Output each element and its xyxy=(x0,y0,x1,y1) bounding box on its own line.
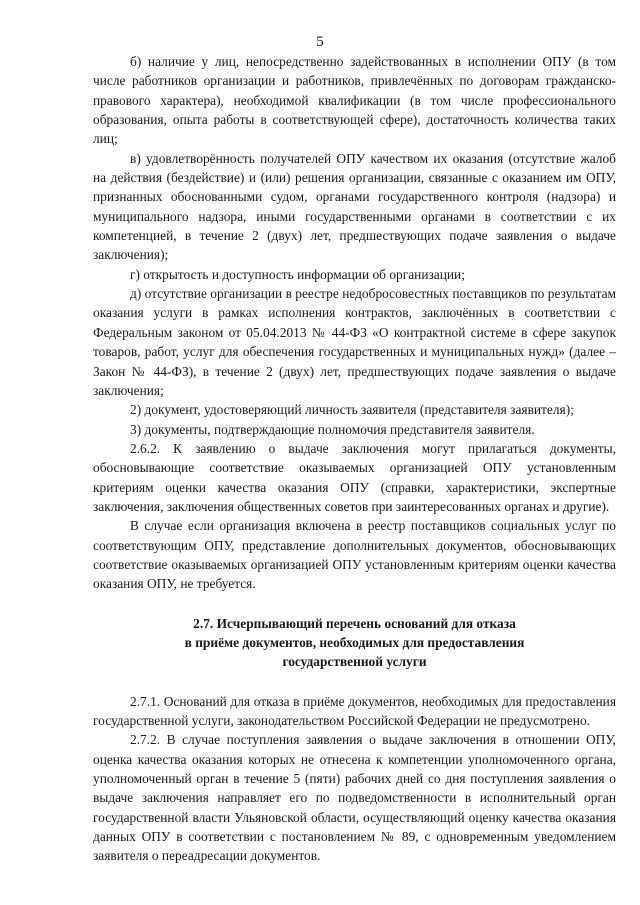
page-number: 5 xyxy=(316,34,324,50)
heading-line-3: государственной услуги xyxy=(282,654,427,670)
paragraph-v: в) удовлетворённость получателей ОПУ качеством их оказания (отсутствие жалоб на действия (бездействие) и (или) решения организации, связанные с оказанием им ОПУ, признанных обоснованными судом, органами государственного контроля (надзора) и муниципального надзора, иными государственными органами в соответствии с их компетенцией, в течение 2 (двух) лет, предшествующих подаче заявления о выдаче заключения); xyxy=(93,150,616,263)
heading-line-1: 2.7. Исчерпывающий перечень оснований для отказа xyxy=(193,615,516,631)
paragraph-2-6-2: 2.6.2. К заявлению о выдаче заключения могут прилагаться документы, обосновывающие соответствие оказываемых организацией ОПУ установленным критериям оценки качества оказания ОПУ (справки, характеристики, экспертные заключения, заключения общественных советов при заинтересованных органах и другие). xyxy=(93,440,616,514)
paragraph-2-7-2: 2.7.2. В случае поступления заявления о выдаче заключения в отношении ОПУ, оценка качества оказания которых не отнесена к компетенции уполномоченного органа, уполномоченный орган в течение 5 (пяти) рабочих дней со дня поступления заявления о выдаче заключения направляет его по подведомственности в исполнительный орган государственной власти Ульяновской области, осуществляющий оценку качества оказания данных ОПУ в соответствии с постановлением № 89, с одновременным уведомлением заявителя о переадресации документов. xyxy=(93,732,616,864)
document-body xyxy=(93,52,616,866)
heading-line-2: в приёме документов, необходимых для предоставления xyxy=(184,634,525,650)
paragraph-3: 3) документы, подтверждающие полномочия представителя заявителя. xyxy=(130,421,535,437)
paragraph-b: б) наличие у лиц, непосредственно задействованных в исполнении ОПУ (в том числе работников организации и работников, привлечённых по договорам гражданско-правового характера), необходимой квалификации (в том числе профессионального образования, опыта работы в соответствующей сфере), достаточность количества таких лиц; xyxy=(93,54,616,147)
paragraph-d: д) отсутствие организации в реестре недобросовестных поставщиков по результатам оказания услуги в рамках исполнения контрактов, заключённых в соответствии с Федеральным законом от 05.04.2013 № 44-ФЗ «О контрактной системе в сфере закупок товаров, работ, услуг для обеспечения государственных и муниципальных нужд» (далее – Закон № 44-ФЗ), в течение 2 (двух) лет, предшествующих подаче заявления о выдаче заключения; xyxy=(93,286,616,398)
paragraph-2: 2) документ, удостоверяющий личность заявителя (представителя заявителя); xyxy=(130,402,574,418)
paragraph-registry-case: В случае если организация включена в реестр поставщиков социальных услуг по соответствующим ОПУ, представление дополнительных документов, обосновывающих соответствие оказываемых организацией ОПУ установленным критериям оценки качества оказания ОПУ, не требуется. xyxy=(93,518,616,592)
paragraph-g: г) открытость и доступность информации об организации; xyxy=(130,266,465,282)
section-heading-2-7 xyxy=(93,614,616,672)
paragraph-2-7-1: 2.7.1. Оснований для отказа в приёме документов, необходимых для предоставления государственной услуги, законодательством Российской Федерации не предусмотрено. xyxy=(93,693,616,728)
